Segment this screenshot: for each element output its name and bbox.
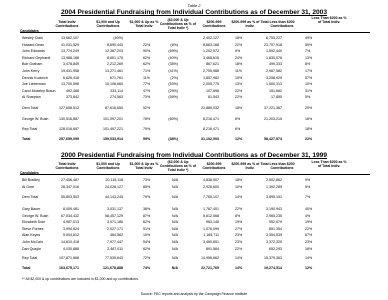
table-cell: 1,076,099 (203, 226, 219, 231)
table-cell: 10,108,660 (105, 82, 123, 87)
row-label: George W. Bush (22, 213, 49, 218)
table-cell: 31,102,003 (201, 137, 219, 141)
row-label: Dan Quayle (22, 246, 41, 251)
row-label: John McCain (22, 240, 43, 244)
table-cell: 2,212,269 (107, 62, 123, 67)
table-cell: 4% (305, 213, 311, 218)
table-cell: 19,431,958 (61, 69, 79, 73)
table-cell: 952,679 (269, 220, 282, 225)
table-cell: 5% (305, 184, 311, 189)
table-cell: 17,850 (271, 95, 282, 100)
table-cell: 121,678,888 (103, 266, 123, 270)
table-cell: 24% (235, 55, 243, 60)
table-cell: 17% (305, 69, 313, 73)
table-cell: 19,274,514 (264, 266, 282, 270)
table-cell: 79% (143, 195, 151, 199)
table-cell: 22% (143, 42, 151, 47)
table-cell: 73% (143, 95, 151, 100)
table-cell: 499,333 (269, 62, 282, 67)
row-label: Gary Bauer (22, 207, 41, 211)
table-cell: N/A (172, 226, 178, 231)
table-cell: 151,662 (269, 88, 282, 93)
table-cell: N/A (172, 184, 178, 189)
table-cell: 2,926,600 (203, 184, 219, 189)
table-cell: 13,700,596 (61, 82, 79, 87)
table-cell: 3,190,943 (266, 207, 282, 211)
table-cell: 5,004,812 (63, 233, 79, 238)
table-cell: 14% (235, 266, 243, 270)
table-cell: 9% (305, 178, 311, 182)
row-label: Carol Moseley Braun (22, 88, 56, 93)
table-cell: 107,698 (206, 88, 219, 93)
row-label: Total (22, 266, 31, 270)
header2-total-indiv: Total Indiv Contributions (55, 162, 79, 170)
table-cell: 59% (143, 137, 151, 141)
table-cell: 3,372,320 (266, 240, 282, 244)
row-label: Bill Bradley (22, 178, 40, 182)
table-cell: 12% (235, 137, 243, 141)
table-cell: 18% (235, 36, 243, 40)
row-label: Elizabeth Dole (22, 220, 46, 225)
table-cell: 51% (143, 226, 151, 231)
table-cell: 19% (305, 220, 313, 225)
table-cell: 18% (235, 178, 243, 182)
row-label: Howard Dean (22, 42, 44, 47)
table-cell: 24,028,127 (105, 184, 123, 189)
row-label: Al Gore (22, 184, 35, 189)
table-cell: 77% (143, 82, 151, 87)
table-cell: (35%) (168, 62, 178, 67)
table-cell: 1,857,982 (203, 75, 219, 80)
table-cell: 2,987,582 (266, 69, 282, 73)
table-cell: 47% (143, 88, 151, 93)
header2-lt200-pct: Less Than $200 as % of Total Indiv. (311, 160, 347, 168)
table-cell: 891,354 (269, 226, 282, 231)
table-cell: 2,005,775 (203, 82, 219, 87)
table-cell: 14% (305, 256, 313, 260)
dem-total-row (0, 195, 388, 203)
table-cell: 22,885,532 (201, 106, 219, 110)
table-cell: 62% (143, 220, 151, 225)
table-cell: 44,143,245 (105, 195, 123, 199)
row-label: John Kerry (22, 69, 40, 73)
header2-rule (20, 174, 370, 175)
table-cell: (29%) (168, 88, 178, 93)
table-cell: 3,465,615 (203, 55, 219, 60)
table-cell: 23% (305, 240, 313, 244)
table-cell: 14,810,418 (61, 240, 79, 244)
table-cell: (60%) (168, 117, 178, 121)
table-cell: 8,690,443 (107, 42, 123, 47)
table-cell: (41%) (168, 69, 178, 73)
table-cell: 41,031,529 (61, 42, 79, 47)
table-cell: 13% (305, 55, 313, 60)
table-cell: 13,774,249 (61, 49, 79, 54)
row-label: Al Sharpton (22, 95, 41, 100)
table-cell: 22% (305, 137, 313, 141)
section2-title: 2000 Presidential Fundraising from Individual Contributions as of December 31, 1999 (60, 152, 328, 159)
header-1000-up: $1,000 and Up Contributions (96, 20, 120, 28)
table-cell: 67% (305, 233, 313, 238)
table-cell: 22% (235, 88, 243, 93)
table-cell: 77,535,643 (105, 256, 123, 260)
table-cell: 85% (143, 184, 151, 189)
table-cell: 13% (235, 82, 243, 87)
table-cell: 8% (235, 213, 241, 218)
table-cell: 107,871,668 (59, 256, 79, 260)
table-cell: 37,221,367 (264, 106, 282, 110)
table-cell: 59% (305, 42, 313, 47)
table-cell: 6,753,227 (266, 36, 282, 40)
table-cell: 22% (235, 207, 243, 211)
table-cell: 10% (305, 82, 313, 87)
table-cell: 8,216,471 (203, 117, 219, 121)
table-cell: N/A (172, 178, 178, 182)
table-cell: 22,721,769 (201, 266, 219, 270)
table-cell: 1,830,076 (266, 55, 282, 60)
table-row (0, 95, 388, 103)
row-label: Dem Total (22, 106, 39, 110)
table-cell: 484,562 (110, 233, 123, 238)
table-cell: 3,258,929 (266, 75, 282, 80)
dem-total-row (0, 106, 388, 114)
table-cell: 29% (305, 106, 313, 110)
table-cell: N/A (172, 195, 178, 199)
table-row (0, 247, 388, 255)
table-cell: 18% (235, 62, 243, 67)
table-cell: 71% (143, 69, 151, 73)
table-cell: 11% (143, 75, 150, 80)
table-cell: 7,977,447 (107, 240, 123, 244)
row-label: Wesley Clark (22, 36, 44, 40)
table-cell: (6%) (170, 42, 178, 47)
table-cell: 9% (235, 49, 241, 54)
table-cell: 8,216,471 (203, 127, 219, 131)
table-cell: 8,663,168 (203, 42, 219, 47)
table-cell: (40%) (113, 36, 123, 40)
table-cell: 23% (235, 233, 243, 238)
header-200-999-pct: $200-999 as % of Total Indiv. (231, 20, 269, 28)
table-row (0, 117, 388, 125)
table-cell: 14% (235, 195, 243, 199)
table-cell: 12% (305, 266, 313, 270)
table-cell: 3,460,651 (203, 240, 219, 244)
table-cell: N/A (172, 220, 178, 225)
table-cell: 67,034,432 (61, 213, 79, 218)
table-cell: 87,616,650 (105, 106, 123, 110)
table-cell: N/A (171, 266, 178, 270)
table-cell: 3,354,539 (266, 233, 282, 238)
header2-1000-up: $1,000 and Up Contributions (96, 162, 120, 170)
table-cell: 13,988,188 (61, 55, 79, 60)
table-cell: 16% (305, 246, 313, 251)
table-cell: 57% (305, 75, 313, 80)
table-cell: 27,456,487 (61, 178, 79, 182)
table-cell: 18% (305, 127, 313, 131)
header-200-999: $200-999 Contributions (202, 20, 226, 28)
table-cell: 2,705,988 (203, 69, 219, 73)
table-cell: (59%) (168, 95, 178, 100)
header2-2000-pct: ($2,000 & Up Contributions as % of Total Indiv *) (159, 160, 197, 172)
table-cell: 8% (305, 62, 311, 67)
grand-total-row (0, 266, 388, 274)
header2-200-999-pct: $200-999 as % of Total Indiv. (231, 162, 269, 170)
table-cell: 18% (235, 106, 243, 110)
table-cell: 27% (235, 226, 243, 231)
table-cell: 1,392,289 (266, 184, 282, 189)
table-cell: 12,387,203 (105, 49, 123, 54)
table-cell: N/A (172, 256, 178, 260)
row-label: Rep Total (22, 256, 38, 260)
table-cell: 54% (143, 240, 151, 244)
rep-total-row (0, 256, 388, 264)
section1-title: 2004 Presidential Fundraising from Individual Contributions as of December 31, 2003 (60, 9, 328, 16)
header-lt200: Less than $200 Contributions (269, 20, 295, 28)
table-label: Table 2 (187, 3, 201, 8)
table-cell: 1,165,711 (203, 233, 219, 238)
row-label: George W. Bush (22, 117, 49, 121)
table-cell: 130,516,887 (59, 117, 79, 121)
table-cell: 6% (235, 127, 241, 131)
table-cell: (40%) (168, 55, 178, 60)
table-cell: N/A (172, 233, 178, 238)
source-note: Source: FEC reports and analysis by the Campaign Finance Institute (140, 292, 248, 296)
table-cell: 22% (235, 42, 243, 47)
table-cell: 19% (235, 75, 243, 80)
table-cell: 1,500,313 (266, 82, 282, 87)
table-cell: 2,027,171 (107, 226, 123, 231)
table-cell: 2,502,862 (266, 178, 282, 182)
header2-lt200: Less than $200 Contributions (269, 162, 295, 170)
table-cell: 3,031,137 (107, 207, 123, 211)
header-1000-pct: $1,000 & Up as % Total Indiv (129, 20, 159, 28)
header-total-indiv: Total Indiv Contributions (55, 20, 79, 28)
table-cell: 963,148 (206, 220, 219, 225)
table-cell: 4,838,507 (203, 178, 219, 182)
table-cell: 16% (305, 117, 313, 121)
table-cell: 3,994,624 (63, 226, 79, 231)
row-label: Joe Lieberman (22, 82, 46, 87)
table-cell: 14% (235, 256, 243, 260)
table-cell: 257,659,099 (59, 137, 79, 141)
table-cell: 40% (305, 207, 313, 211)
table-cell: 4,987,013 (63, 220, 79, 225)
table-cell: N/A (172, 240, 178, 244)
table-cell: 15,379,363 (264, 256, 282, 260)
table-cell: 6% (235, 117, 241, 121)
table-cell: 81,543 (208, 95, 219, 100)
table-cell: 7% (305, 195, 311, 199)
header2-candidates: Candidates (20, 171, 39, 175)
table-cell: 128,016,697 (59, 127, 79, 131)
row-label: Rep Total (22, 127, 38, 131)
table-cell: 8,009,481 (63, 207, 79, 211)
table-cell: 1,592,440 (266, 49, 282, 54)
header-lt200-pct: Less Than $200 as % of Total Indiv. (311, 16, 347, 24)
table-cell: 79% (143, 127, 151, 131)
table-cell: 1,787,401 (203, 207, 219, 211)
table-cell: 652,293 (269, 246, 282, 251)
header2-1000-pct: $1,000 & Up as % Total Indiv (129, 162, 159, 170)
table-cell: 87% (143, 213, 151, 218)
table-cell: N/A (172, 213, 178, 218)
table-cell: 127,658,512 (59, 106, 79, 110)
table-cell: 3,071,186 (107, 220, 123, 225)
table-cell: 6,626,418 (63, 75, 79, 80)
table-cell: 62% (143, 55, 151, 60)
table-cell: 52% (143, 106, 151, 110)
table-cell: 492,468 (66, 88, 79, 93)
table-cell: 13,662,107 (61, 36, 79, 40)
table-cell: 22% (235, 95, 243, 100)
table-cell: 11% (235, 69, 242, 73)
table-cell: 20,115,118 (105, 178, 123, 182)
table-cell: 1,202,572 (203, 49, 219, 54)
table-cell: 72% (143, 256, 151, 260)
grand-total-row (0, 137, 388, 145)
row-label: John Edwards (22, 49, 45, 54)
header2-200-999: $200-999 Contributions (202, 162, 226, 170)
table-cell: N/A (172, 246, 178, 251)
table-cell: 5,612,068 (203, 213, 219, 218)
header-2000-pct: ($2,000 & Up Contributions as % of Total Indiv *) (159, 18, 197, 30)
table-cell: (69%) (168, 49, 178, 54)
table-cell: 58,457,129 (105, 213, 123, 218)
table-cell: 58,427,573 (264, 137, 282, 141)
table-cell: 55,803,503 (61, 195, 79, 199)
table-cell: 10% (235, 184, 243, 189)
table-cell: 22% (305, 226, 313, 231)
table-cell: 90% (143, 49, 151, 54)
table-cell: 19% (235, 220, 243, 225)
table-cell: N/A (172, 207, 178, 211)
row-label: Richard Gephardt (22, 55, 51, 60)
table-cell: 671,761 (110, 75, 123, 80)
table-cell: 28,347,016 (61, 184, 79, 189)
row-label: Total (22, 137, 31, 141)
table-cell: 8,651,175 (107, 55, 123, 60)
table-cell: 233,114 (110, 88, 123, 93)
table-cell: 163,675,171 (59, 266, 79, 270)
table-cell: 10% (143, 233, 151, 238)
table-cell: (53%) (168, 82, 178, 87)
table-cell: (38%) (168, 137, 178, 141)
table-cell: 23% (235, 240, 243, 244)
table-cell: 5% (305, 95, 311, 100)
header-rule (20, 32, 370, 33)
table-cell: 2,487,011 (107, 246, 123, 251)
table-cell: 23,707,918 (264, 42, 282, 47)
table-cell: 3,478,849 (63, 62, 79, 67)
table-cell: 159,033,914 (103, 137, 123, 141)
rep-total-row (0, 127, 388, 135)
row-label: Steve Forbes (22, 226, 44, 231)
table-cell: 74% (143, 266, 151, 270)
table-cell: 7% (305, 49, 311, 54)
row-label: Dennis Kucinich (22, 75, 48, 80)
table-cell: 2,402,127 (203, 36, 219, 40)
table-cell: 21,203,215 (264, 117, 282, 121)
table-cell: 14,956,662 (201, 256, 219, 260)
table-cell: 49% (305, 36, 313, 40)
table-cell: 373,842 (66, 95, 79, 100)
table-cell: 274,563 (110, 95, 123, 100)
row-label: Bob Graham (22, 62, 43, 67)
table-cell: 78% (143, 117, 151, 121)
row-label: Dem Total (22, 195, 39, 199)
table-cell: 101,097,201 (103, 117, 123, 121)
table-cell: 4,030,888 (63, 246, 79, 251)
table-cell: 73% (143, 178, 151, 182)
header-candidates: Candidates (20, 29, 39, 33)
footnote: ** All $2,000 & up contributions are included in $1,000 and up contributions. (22, 277, 139, 281)
table-cell: 3,895,151 (266, 195, 282, 199)
table-cell: 62% (143, 62, 151, 67)
table-cell: 31% (305, 88, 313, 93)
table-cell: 22% (235, 246, 243, 251)
row-label: Alan Keyes (22, 233, 41, 238)
table-cell: (2%) (170, 75, 178, 80)
table-cell: 38% (143, 207, 151, 211)
table-cell: 62% (143, 246, 151, 251)
table-cell: 13,271,461 (105, 69, 123, 73)
table-cell: 7,765,107 (203, 195, 219, 199)
table-cell: 867,621 (206, 62, 219, 67)
table-cell: 2,965,235 (266, 213, 282, 218)
table-row (0, 185, 388, 193)
table-cell: 891,584 (206, 246, 219, 251)
table-cell: 101,497,221 (103, 127, 123, 131)
